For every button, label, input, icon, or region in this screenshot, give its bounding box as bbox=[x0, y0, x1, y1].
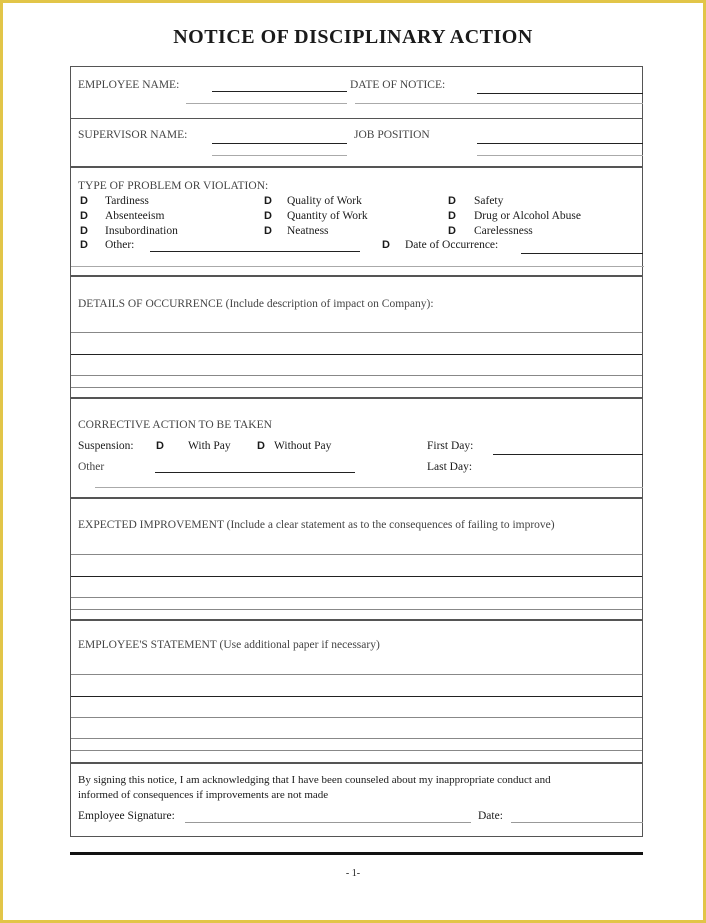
quality-of-work-checkbox[interactable]: D bbox=[264, 195, 272, 207]
tardiness-label: Tardiness bbox=[105, 195, 149, 207]
statement-line-3[interactable] bbox=[71, 717, 642, 718]
acknowledgement-line-2: informed of consequences if improvements are not made bbox=[78, 789, 329, 801]
quality-of-work-label: Quality of Work bbox=[287, 195, 362, 207]
other-label: Other: bbox=[105, 239, 135, 251]
details-line-1[interactable] bbox=[71, 332, 642, 333]
improvement-line-3[interactable] bbox=[71, 597, 642, 598]
corrective-other-label: Other bbox=[78, 461, 105, 473]
quantity-of-work-checkbox[interactable]: D bbox=[264, 210, 272, 222]
details-heading: DETAILS OF OCCURRENCE (Include description of impact on Company): bbox=[78, 298, 434, 310]
signature-label: Employee Signature: bbox=[78, 810, 175, 822]
statement-line-5[interactable] bbox=[71, 750, 642, 751]
safety-label: Safety bbox=[474, 195, 504, 207]
employee-name-label: EMPLOYEE NAME: bbox=[78, 79, 180, 91]
carelessness-label: Carelessness bbox=[474, 225, 533, 237]
employee-info-section bbox=[70, 66, 643, 167]
improvement-line-4[interactable] bbox=[71, 609, 642, 610]
date-of-occurrence-label: Date of Occurrence: bbox=[405, 239, 499, 251]
corrective-heading: CORRECTIVE ACTION TO BE TAKEN bbox=[78, 419, 272, 431]
details-line-3[interactable] bbox=[71, 375, 642, 376]
improvement-section bbox=[70, 498, 643, 620]
insubordination-checkbox[interactable]: D bbox=[80, 225, 88, 237]
details-section bbox=[70, 276, 643, 398]
supervisor-name-underline bbox=[212, 155, 347, 156]
improvement-heading: EXPECTED IMPROVEMENT (Include a clear statement as to the consequences of failing to improve) bbox=[78, 519, 555, 531]
last-day-label: Last Day: bbox=[427, 461, 473, 473]
statement-section bbox=[70, 620, 643, 763]
drug-alcohol-checkbox[interactable]: D bbox=[448, 210, 456, 222]
without-pay-checkbox[interactable]: D bbox=[257, 440, 265, 452]
corrective-action-section bbox=[70, 398, 643, 498]
tardiness-checkbox[interactable]: D bbox=[80, 195, 88, 207]
supervisor-name-field[interactable] bbox=[212, 143, 347, 144]
date-of-occurrence-field[interactable] bbox=[521, 253, 643, 254]
statement-heading: EMPLOYEE'S STATEMENT (Use additional paper if necessary) bbox=[78, 639, 380, 651]
supervisor-name-label: SUPERVISOR NAME: bbox=[78, 129, 188, 141]
violation-section bbox=[70, 167, 643, 276]
violation-heading: TYPE OF PROBLEM OR VIOLATION: bbox=[78, 180, 269, 192]
date-of-occurrence-checkbox[interactable]: D bbox=[382, 239, 390, 251]
other-checkbox[interactable]: D bbox=[80, 239, 88, 251]
first-day-field[interactable] bbox=[493, 454, 643, 455]
date-of-notice-label: DATE OF NOTICE: bbox=[350, 79, 446, 91]
employee-name-field[interactable] bbox=[212, 91, 347, 92]
job-position-label: JOB POSITION bbox=[354, 129, 430, 141]
statement-line-2[interactable] bbox=[71, 696, 642, 697]
date-of-notice-underline bbox=[355, 103, 643, 104]
signature-field[interactable] bbox=[185, 822, 471, 823]
drug-alcohol-label: Drug or Alcohol Abuse bbox=[474, 210, 582, 222]
absenteeism-label: Absenteeism bbox=[105, 210, 165, 222]
section-divider bbox=[71, 118, 642, 119]
with-pay-label: With Pay bbox=[188, 440, 231, 452]
neatness-checkbox[interactable]: D bbox=[264, 225, 272, 237]
statement-line-1[interactable] bbox=[71, 674, 642, 675]
details-line-4[interactable] bbox=[71, 387, 642, 388]
statement-line-4[interactable] bbox=[71, 738, 642, 739]
last-day-field[interactable] bbox=[95, 487, 643, 488]
neatness-label: Neatness bbox=[287, 225, 329, 237]
first-day-label: First Day: bbox=[427, 440, 474, 452]
footer-rule bbox=[70, 852, 643, 855]
improvement-line-1[interactable] bbox=[71, 554, 642, 555]
signature-date-label: Date: bbox=[478, 810, 503, 822]
other-field[interactable] bbox=[150, 251, 360, 252]
job-position-underline bbox=[477, 155, 643, 156]
absenteeism-checkbox[interactable]: D bbox=[80, 210, 88, 222]
insubordination-label: Insubordination bbox=[105, 225, 178, 237]
acknowledgement-section bbox=[70, 763, 643, 837]
date-of-notice-field[interactable] bbox=[477, 93, 643, 94]
without-pay-label: Without Pay bbox=[274, 440, 332, 452]
page-number: - 1- bbox=[345, 868, 361, 879]
violation-bottom-rule bbox=[71, 266, 644, 267]
with-pay-checkbox[interactable]: D bbox=[156, 440, 164, 452]
employee-name-underline bbox=[186, 103, 347, 104]
job-position-field[interactable] bbox=[477, 143, 643, 144]
carelessness-checkbox[interactable]: D bbox=[448, 225, 456, 237]
improvement-line-2[interactable] bbox=[71, 576, 642, 577]
signature-date-field[interactable] bbox=[511, 822, 643, 823]
form-title: NOTICE OF DISCIPLINARY ACTION bbox=[173, 26, 533, 48]
acknowledgement-line-1: By signing this notice, I am acknowledging that I have been counseled about my inappropriate conduct and bbox=[78, 774, 551, 786]
details-line-2[interactable] bbox=[71, 354, 642, 355]
quantity-of-work-label: Quantity of Work bbox=[287, 210, 368, 222]
corrective-other-field[interactable] bbox=[155, 472, 355, 473]
safety-checkbox[interactable]: D bbox=[448, 195, 456, 207]
suspension-label: Suspension: bbox=[78, 440, 134, 452]
